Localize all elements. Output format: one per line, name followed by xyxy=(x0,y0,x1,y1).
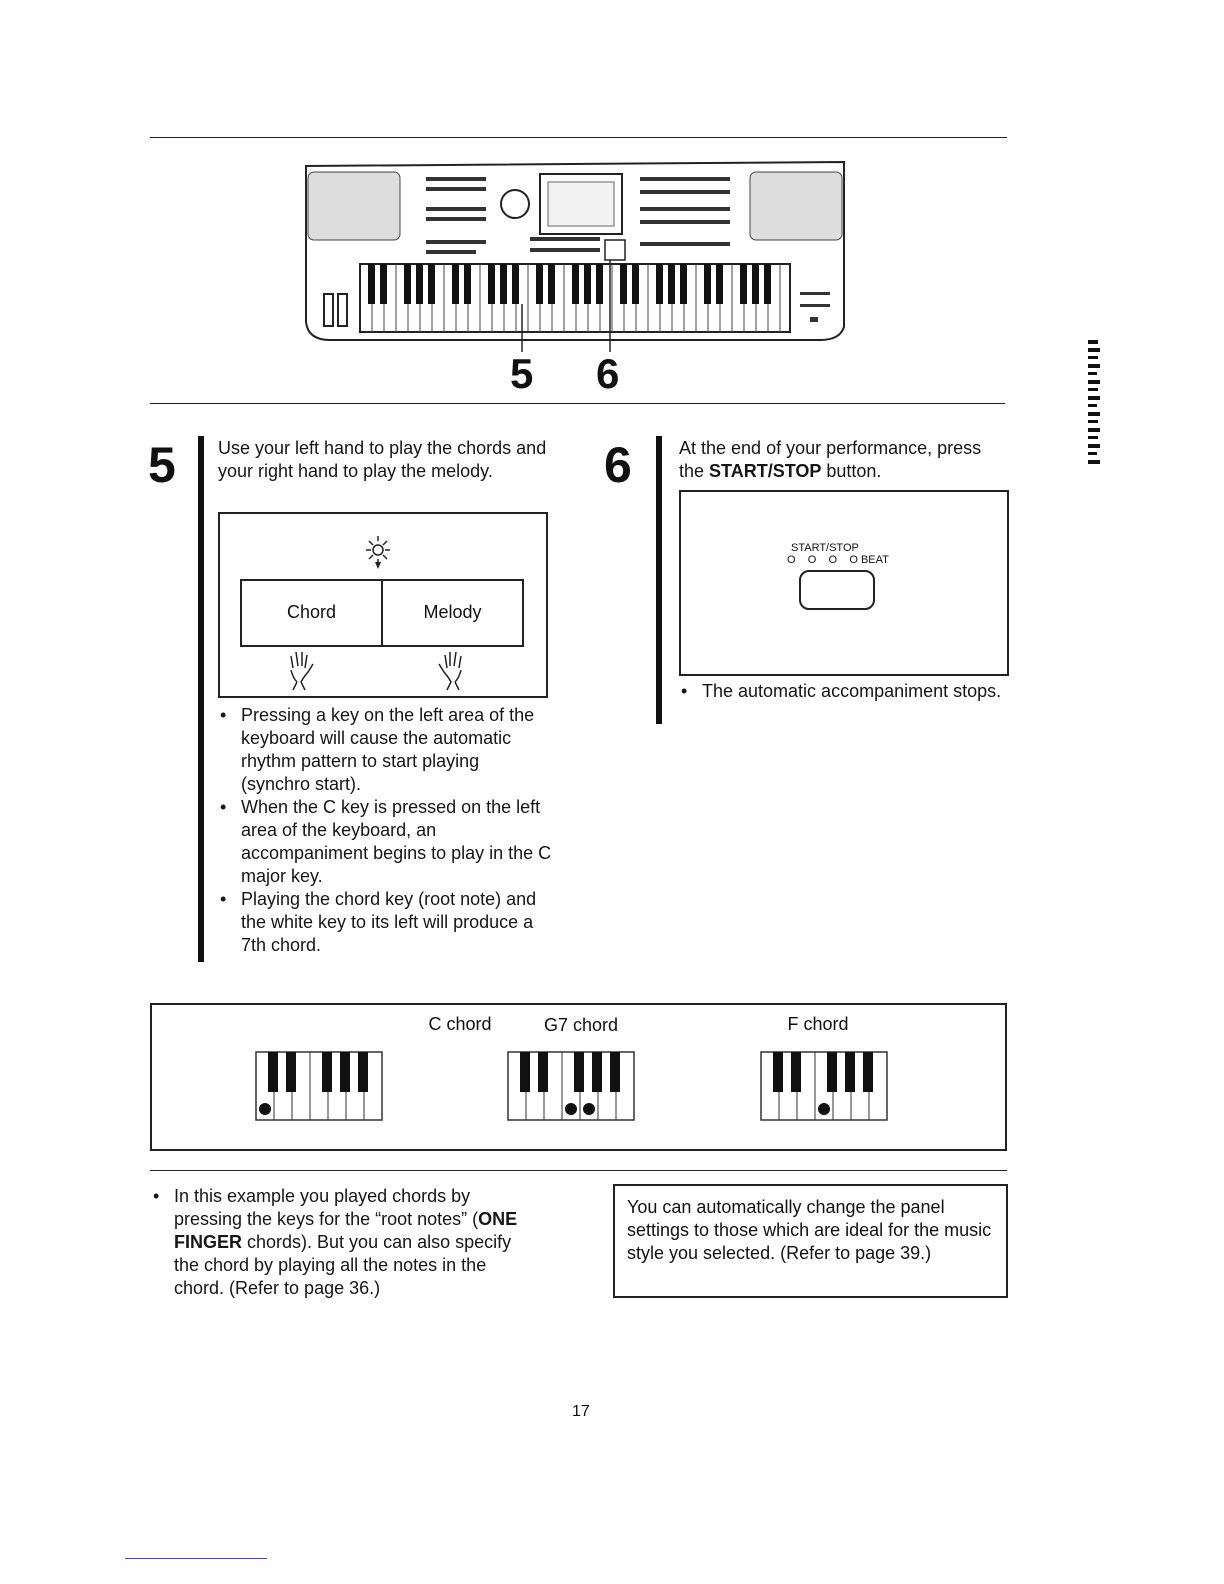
start-stop-panel xyxy=(679,490,1009,676)
list-item: • Playing the chord key (root note) and the white key to its left will produce a 7th chord. xyxy=(218,888,553,957)
beat-label: BEAT xyxy=(860,554,889,566)
step6-intro-post: button. xyxy=(821,461,882,481)
note-rule xyxy=(150,1170,1007,1171)
pressed-key-dot xyxy=(259,1103,271,1115)
split-chord-label: Chord xyxy=(286,602,337,622)
step6-intro-pre: At the end of your performance, press the xyxy=(679,438,982,481)
step6-intro-bold: START/STOP xyxy=(709,461,822,481)
tip-text: You can automatically change the panel settings to those which are ideal for the music style you selected. (Refer to page 39.) xyxy=(627,1197,992,1263)
start-stop-label: START/STOP xyxy=(791,542,859,554)
f-chord-keys xyxy=(760,1051,890,1123)
beat-led-icon: O O O O xyxy=(787,554,861,566)
step5-bullets xyxy=(218,704,553,957)
pressed-key-dot xyxy=(583,1103,595,1115)
right-hand-icon xyxy=(433,650,469,692)
c-chord-label: C chord xyxy=(428,1014,492,1034)
bottom-underline xyxy=(125,1558,267,1559)
step6-bar xyxy=(656,436,662,724)
list-item: • Pressing a key on the left area of the keyboard will cause the automatic rhythm pattern to start playing (synchro start). xyxy=(218,704,553,796)
split-melody-label: Melody xyxy=(423,602,482,622)
left-hand-icon xyxy=(283,650,319,692)
section-rule xyxy=(150,403,1005,404)
g7-chord-keys xyxy=(507,1051,637,1123)
list-item: • The automatic accompaniment stops. xyxy=(679,680,1009,703)
pressed-key-dot xyxy=(818,1103,830,1115)
note-bold: ONE FINGER xyxy=(174,1209,518,1252)
callout-5: 5 xyxy=(510,350,534,397)
note-post: chords). But you can also specify the chord by playing all the notes in the chord. (Refer to page 36.) xyxy=(174,1232,512,1298)
chord-examples xyxy=(150,1003,1007,1151)
step5-intro: Use your left hand to play the chords and your right hand to play the melody. xyxy=(218,438,547,481)
top-rule xyxy=(150,137,1007,138)
split-box xyxy=(240,579,524,647)
f-chord-label: F chord xyxy=(787,1014,849,1034)
pressed-key-dot xyxy=(565,1103,577,1115)
callout-6: 6 xyxy=(596,350,620,397)
beat-leds xyxy=(787,554,889,566)
tip-box xyxy=(613,1184,1008,1298)
list-item: • When the C key is pressed on the left area of the keyboard, an accompaniment begins to play in the C major key. xyxy=(218,796,553,888)
split-diagram xyxy=(218,512,548,698)
step5-number: 5 xyxy=(148,437,176,493)
step5-bar xyxy=(198,436,204,962)
list-item xyxy=(151,1185,531,1300)
step6-number: 6 xyxy=(604,437,632,493)
page-number: 17 xyxy=(572,1403,590,1420)
keyboard-illustration xyxy=(300,152,850,352)
note-pre: In this example you played chords by pressing the keys for the “root notes” ( xyxy=(174,1186,479,1229)
note-bullets xyxy=(151,1185,531,1300)
g7-chord-label: G7 chord xyxy=(543,1015,619,1035)
step6-bullets xyxy=(679,680,1009,703)
start-stop-button[interactable] xyxy=(799,570,875,610)
thumb-index-mark xyxy=(1088,340,1102,470)
light-icon xyxy=(363,534,393,572)
step6-intro xyxy=(679,437,999,483)
c-chord-keys xyxy=(255,1051,385,1123)
